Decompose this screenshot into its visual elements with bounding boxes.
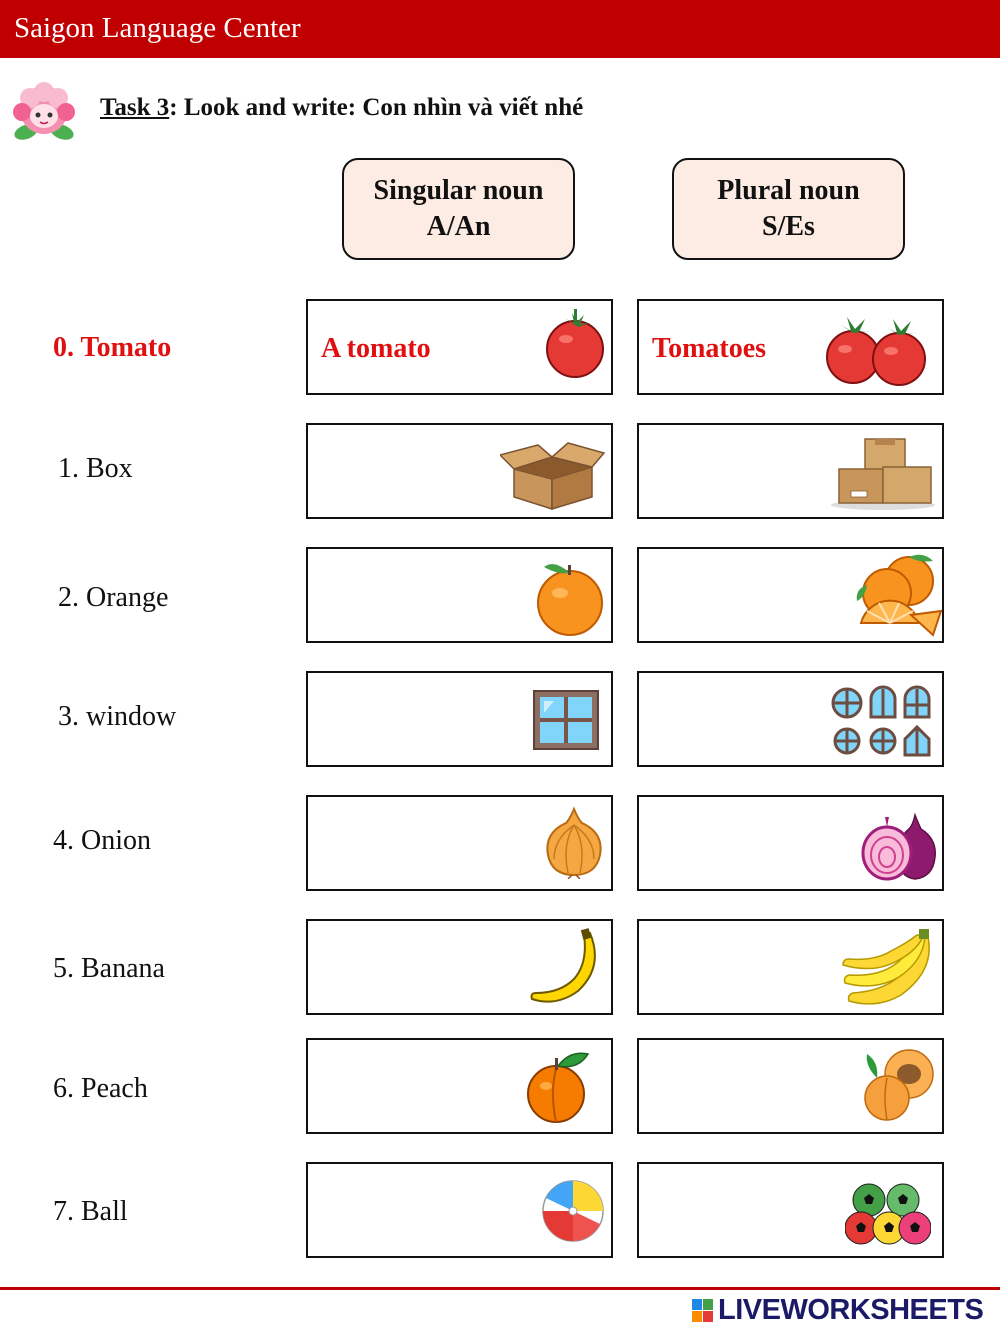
task-instruction [100,94,583,122]
row-label-ball: 7. Ball [53,1196,128,1227]
singular-answer-banana[interactable] [306,919,613,1015]
plural-header-line1: Plural noun [717,175,860,206]
task-label: Task 3 [100,94,170,121]
plural-answer-peach[interactable] [637,1038,944,1134]
row-label-tomato: 0. Tomato [53,332,172,363]
singular-header-line2: A/An [426,211,491,242]
onions-icon [861,813,939,883]
onion-icon [542,805,606,879]
plural-answer-box[interactable] [637,423,944,519]
singular-answer-ball[interactable] [306,1162,613,1258]
box-icon [500,435,606,511]
bananas-icon [841,929,937,1009]
banana-icon [526,927,606,1007]
row-label-onion: 4. Onion [53,825,151,856]
singular-answer-window[interactable] [306,671,613,767]
plural-answer-orange[interactable] [637,547,944,643]
row-label-orange: 2. Orange [58,582,169,613]
header-bar [0,0,1000,58]
plural-answer-text: Tomatoes [652,333,767,364]
header-title: Saigon Language Center [14,12,301,44]
flower-mascot-icon [6,80,82,148]
plural-answer-onion[interactable] [637,795,944,891]
singular-answer-onion[interactable] [306,795,613,891]
row-label-peach: 6. Peach [53,1073,148,1104]
windows-icon [825,683,935,759]
peaches-icon [861,1048,937,1122]
peach-icon [526,1050,592,1124]
plural-answer-window[interactable] [637,671,944,767]
orange-icon [534,555,606,637]
tomatoes-icon [821,311,931,387]
boxes-icon [825,433,937,511]
plural-header-line2: S/Es [762,211,815,242]
window-icon [532,689,600,751]
row-label-window: 3. window [58,701,177,732]
row-label-banana: 5. Banana [53,953,165,984]
tomato-icon [544,307,608,379]
singular-answer-box[interactable] [306,423,613,519]
ball-icon [540,1178,606,1244]
row-label-box: 1. Box [58,453,133,484]
brand-text: LIVEWORKSHEETS [718,1294,984,1326]
liveworksheets-logo-icon [692,1299,714,1323]
plural-noun-header [672,158,905,260]
balls-icon [845,1182,931,1248]
singular-answer-text: A tomato [321,333,431,364]
singular-answer-tomato[interactable] [306,299,613,395]
footer-divider [0,1287,1000,1290]
singular-noun-header [342,158,575,260]
plural-answer-banana[interactable] [637,919,944,1015]
plural-answer-ball[interactable] [637,1162,944,1258]
singular-answer-peach[interactable] [306,1038,613,1134]
task-text: : Look and write: Con nhìn và viết nhé [169,94,584,121]
liveworksheets-brand [692,1294,992,1328]
singular-header-line1: Singular noun [373,175,544,206]
plural-answer-tomato[interactable] [637,299,944,395]
oranges-icon [853,551,945,639]
singular-answer-orange[interactable] [306,547,613,643]
